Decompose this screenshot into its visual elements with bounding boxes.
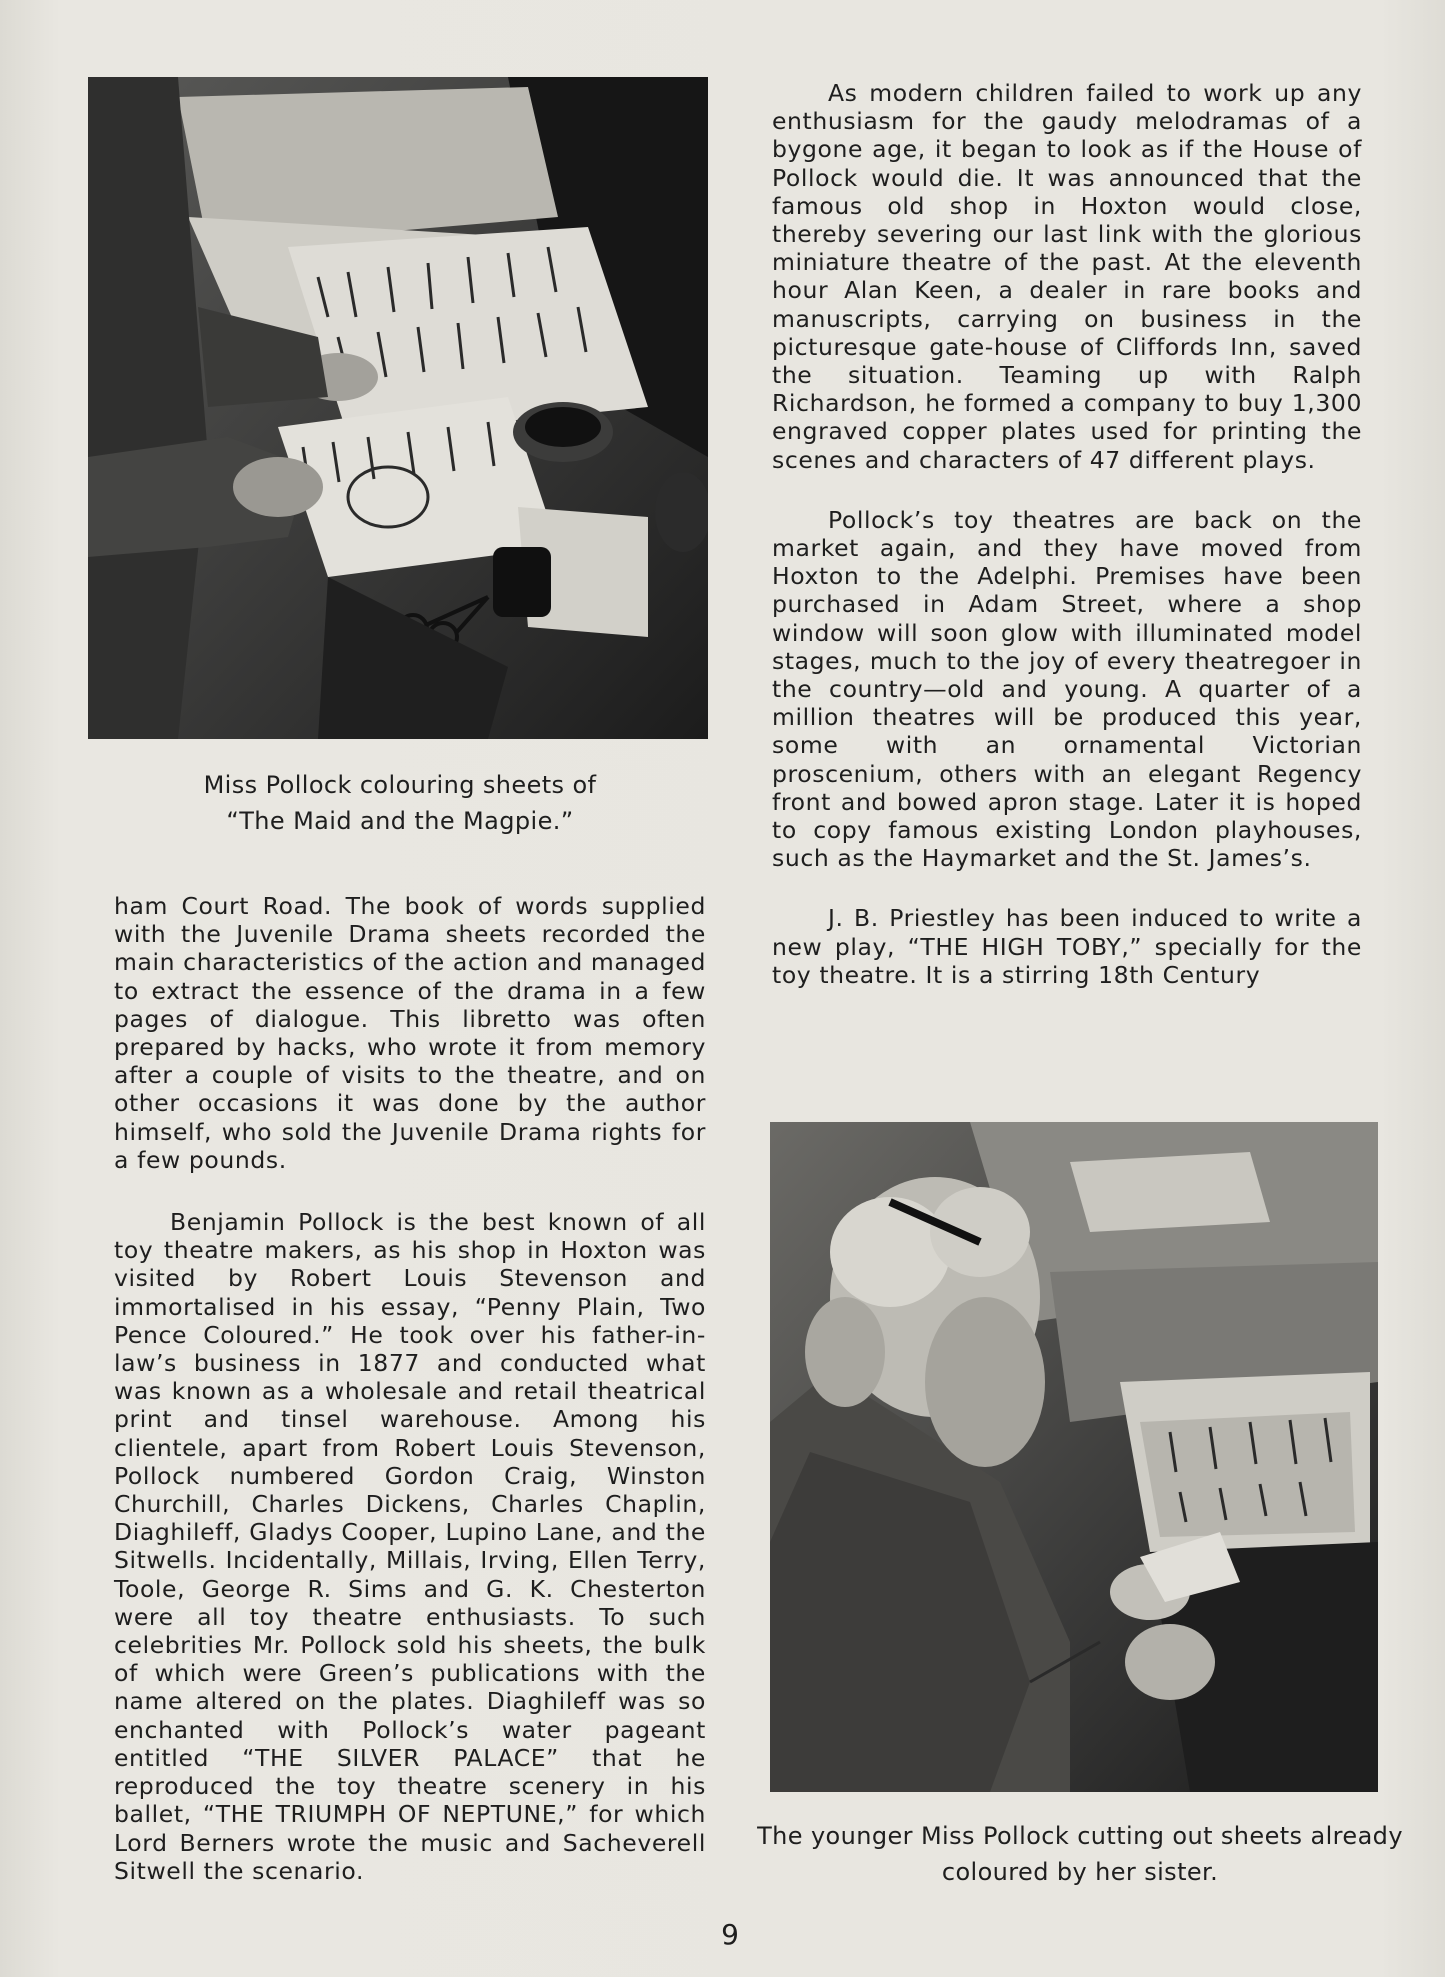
- right-paragraph-2: Pollock’s toy theatres are back on the market again, and they have moved from Hoxton to the Adelphi. Premises have been purchased in Adam Street, where a shop window will soon glow with illuminated model stages, much to the joy of every theatregoer in the country—old and young. A quarter of a million theatres will be produced this year, some with an ornamental Victorian proscenium, others with an elegant Regency front and bowed apron stage. Later it is hoped to copy famous existing London playhouses, such as the Haymarket and the St. James’s.: [772, 505, 1362, 873]
- photo-colouring-sheets: [88, 77, 708, 739]
- right-paragraph-1: As modern children failed to work up any enthusiasm for the gaudy melodramas of a bygone age, it began to look as if the House of Pollock would die. It was announced that the famous old shop in Hoxton would close, thereby severing our last link with the glorious miniature theatre of the past. At the eleventh hour Alan Keen, a dealer in rare books and manuscripts, carrying on business in the picturesque gate-house of Cliffords Inn, saved the situation. Teaming up with Ralph Richardson, he formed a company to buy 1,300 engraved copper plates used for printing the scenes and characters of 47 different plays.: [772, 79, 1362, 474]
- caption-cutting-line1: The younger Miss Pollock cutting out sheets already: [757, 1822, 1403, 1850]
- caption-colouring-line2: “The Maid and the Magpie.”: [226, 807, 574, 835]
- photo-colouring-sheets-image: [88, 77, 708, 739]
- caption-cutting-line2: coloured by her sister.: [941, 1858, 1219, 1886]
- caption-colouring-sheets: [130, 767, 670, 839]
- left-paragraph-2: Benjamin Pollock is the best known of all toy theatre makers, as his shop in Hoxton was visited by Robert Louis Stevenson and immortalised in his essay, “Penny Plain, Two Pence Coloured.” He took over his father-in-law’s business in 1877 and conducted what was known as a wholesale and retail theatrical print and tinsel warehouse. Among his clientele, apart from Robert Louis Stevenson, Pollock numbered Gordon Craig, Winston Churchill, Charles Dickens, Charles Chaplin, Diaghileff, Gladys Cooper, Lupino Lane, and the Sitwells. Incidentally, Millais, Irving, Ellen Terry, Toole, George R. Sims and G. K. Chesterton were all toy theatre enthusiasts. To such celebrities Mr. Pollock sold his sheets, the bulk of which were Green’s publications with the name altered on the plates. Diaghileff was so enchanted with Pollock’s water pageant entitled “THE SILVER PALACE” that he reproduced the toy theatre scenery in his ballet, “THE TRIUMPH OF NEPTUNE,” for which Lord Berners wrote the music and Sacheverell Sitwell the scenario.: [114, 1208, 706, 1885]
- caption-colouring-line1: Miss Pollock colouring sheets of: [203, 771, 597, 799]
- photo-cutting-sheets-image: [770, 1122, 1378, 1792]
- left-column-text: [114, 892, 706, 1885]
- right-column-text: [772, 79, 1362, 989]
- right-paragraph-3: J. B. Priestley has been induced to write a new play, “THE HIGH TOBY,” specially for the toy theatre. It is a stirring 18th Century: [772, 904, 1362, 989]
- page-number: 9: [721, 1918, 739, 1951]
- caption-cutting-sheets: [750, 1818, 1410, 1890]
- left-paragraph-1: ham Court Road. The book of words supplied with the Juvenile Drama sheets recorded the main characteristics of the action and managed to extract the essence of the drama in a few pages of dialogue. This libretto was often prepared by hacks, who wrote it from memory after a couple of visits to the theatre, and on other occasions it was done by the author himself, who sold the Juvenile Drama rights for a few pounds.: [114, 892, 706, 1174]
- photo-cutting-sheets: [770, 1122, 1378, 1792]
